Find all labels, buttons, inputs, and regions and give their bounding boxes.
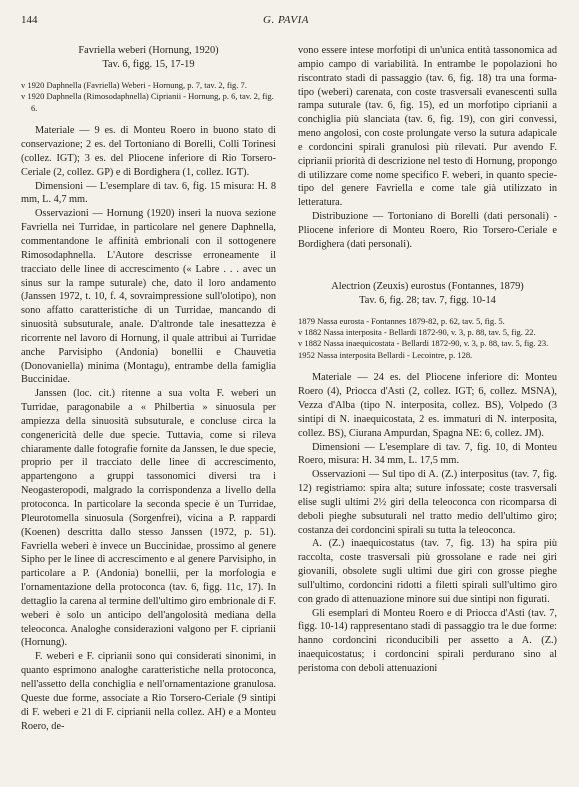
materiale-paragraph: Materiale — 24 es. del Pliocene inferiore di: Monteu Roero (4), Priocca d'Asti (2, collez. IGT; 6, collez. MSNA), Vezza d'Alba (tipo N. interposita, collez. BS), Volpedo (3 sintipi di N. inaequicostata, 2 es. immaturi di N. interposita, collez. BS), Ciurana Ampurdan, Spagna NE: 6, collez. JM). <box>298 372 557 439</box>
running-title: G. PAVIA <box>263 14 310 26</box>
synonymy-list <box>21 80 276 114</box>
right-column <box>298 44 557 676</box>
species-plate-ref: Tav. 6, fig. 28; tav. 7, figg. 10-14 <box>359 294 496 306</box>
synonymy-entry: v 1882 Nassa inaequicostata - Bellardi 1872-90, v. 3, p. 88, tav. 5, fig. 23. <box>298 338 549 349</box>
synonymy-entry: v 1920 Daphnella (Favriella) Weberi - Hornung, p. 7, tav. 2, fig. 7. <box>21 80 247 90</box>
osservazioni-paragraph: Osservazioni — Hornung (1920) inserì la nuova sezione Favriella nei Turridae, in particolare nel genere Daphnella, commentandone le affinità embrionali con il sottogenere Rimosodaphnella. L'Autore descrisse erroneamente il tracciato delle linee di accrescimento (« Labre . . . avec un sinus sur la rampe suturale) che, dato il loro andamento (Janssen 1972, t. 10, f. 4, sovraimpressione sull'olotipo), non sono affatto caratteristiche di un Turridae, mancando di sinuosità subsuturale, anale. D'altronde tale inesattezza è ricorrente nel lavoro di Hornung, il quale attribuì ai Turridae anche Parvisipho (Andonia) bonellii e Chauvetia (Donovaniella) minima (Montagu), entrambe della famiglia Buccinidae. <box>21 208 276 386</box>
left-column <box>21 44 276 733</box>
synonymy-entry: v 1920 Daphnella (Rimosodaphnella) Ciprianii - Hornung, p. 6, tav. 2, fig. 6. <box>21 91 274 113</box>
synonymy-entry: v 1882 Nassa interposita - Bellardi 1872-90, v. 3, p. 88, tav. 5, fig. 22. <box>298 327 536 338</box>
species-title: Favriella weberi (Hornung, 1920) <box>78 45 219 56</box>
dimensioni-paragraph: Dimensioni — L'esemplare di tav. 7, fig. 10, di Monteu Roero, misura: H. 34 mm, L. 17,5 mm. <box>298 441 557 467</box>
synonymy-entry: 1879 Nassa eurosta - Fontannes 1879-82, p. 62, tav. 5, fig. 5. <box>298 315 505 326</box>
dimensioni-paragraph: Dimensioni — L'esemplare di tav. 6, fig. 15 misura: H. 8 mm, L. 4,7 mm. <box>21 180 276 206</box>
distribuzione-paragraph: Distribuzione — Tortoniano di Borelli (dati personali) - Pliocene inferiore di Monteu Roero, Rio Torsero-Ceriale e Bordighera (dati personali). <box>298 211 557 250</box>
species-plate-ref: Tav. 6, figg. 15, 17-19 <box>102 59 195 70</box>
materiale-paragraph: Materiale — 9 es. di Monteu Roero in buono stato di conservazione; 2 es. del Tortoniano di Borelli, Colli Torinesi (collez. IGT); 3 es. del Pliocene inferiore di Rio Torsero-Ceriale (2, collez. GP) e di Bordighera (1, collez. IGT). <box>21 125 276 178</box>
body-paragraph: Gli esemplari di Monteu Roero e di Priocca d'Asti (tav. 7, figg. 10-14) rappresentano stadi di passaggio tra le due forme: hanno cordoncini riconducibili per assetto a A. (Z.) inaequicostatus; i cordoncini spirali perdurano sino al peristoma con deboli attenuazioni <box>298 607 557 674</box>
body-paragraph: Janssen (loc. cit.) ritenne a sua volta F. weberi un Turridae, paragonabile a « Philbertia » sinuosula per ampiezza della sinuosità subsuturale, e concluse circa la congenericità delle due specie. Tuttavia, come si rileva chiaramente dalle fotografie fornite da Janssen, le due specie, proprio per il tracciato delle linee di accrescimento, appartengono a gruppi tassonomici diversi tra i Neogasteropodi, malgrado la corrispondenza a livello della protoconca. In particolare la seconda specie è un Turridae, Pleurotomella sinuosula (Sorgenfrei), vicina a P. rappardi (Koenen) descritta dallo stesso Janssen (1972, p. 51). Favriella weberi è invece un Buccinidae, prossimo al genere Sipho per le linee di accrescimento e al genere Parvisipho, in particolare a P. (Andonia) bonellii, per la morfologia e l'ornamentazione della protoconca (tav. 6, figg. 11c, 17). In dettaglio la carena al termine dell'ultimo giro embrionale di F. weberi è solo un anticipo dell'angolosità mediana della teleoconca. Analoghe considerazioni valgono per F. ciprianii (Hornung). <box>21 388 276 649</box>
body-paragraph-continued: vono essere intese morfotipi di un'unica entità tassonomica ad ampio campo di variabilità. In entrambe le popolazioni ho riscontrato stadi di passaggio (tav. 6, fig. 18) tra una forma-tipo (weberi) carenata, con coste trasversali evanescenti sulla rampa suturale (tav. 6, fig. 15), ed un morfotipo ciprianii a conchiglia più slanciata (tav. 6, fig. 19), con giri convessi, meno angolosi, con coste prolungate verso la sutura adapicale e cordoncini spirali granulosi più rilevati. Pur avendo F. ciprianii priorità di descrizione nel testo di Hornung, propongo di utilizzare come nome specifico F. weberi, in quanto specie-tipo del genere Favriella e come tale già utilizzato in letteratura. <box>298 45 557 209</box>
page-number: 144 <box>21 14 38 26</box>
species-heading-alectrion <box>298 280 557 308</box>
species-title: Alectrion (Zeuxis) eurostus (Fontannes, 1879) <box>331 280 524 292</box>
species-heading-favriella <box>21 44 276 72</box>
synonymy-list <box>298 316 557 362</box>
body-paragraph: F. weberi e F. ciprianii sono qui considerati sinonimi, in quanto esprimono analoghe caratteristiche nella protoconca, nell'assetto della conchiglia e nell'ornamentazione granulosa. Queste due forme, associate a Rio Torsero-Ceriale (9 sintipi di F. weberi e 21 di F. ciprianii nella collez. AH) e a Monteu Roero, de- <box>21 651 276 732</box>
osservazioni-paragraph: Osservazioni — Sul tipo di A. (Z.) interpositus (tav. 7, fig. 12) registriamo: spira alta; suture infossate; coste trasversali elise sugli ultimi 2½ giri della teleoconca con ricomparsa di deboli pieghe subsuturali nel tratto medio dell'ultimo giro; costanza dei cordoncini spirali su tutta la teleoconca. <box>298 469 557 536</box>
body-paragraph: A. (Z.) inaequicostatus (tav. 7, fig. 13) ha spira più raccolta, coste trasversali più grossolane e rade nei giri giovanili, obsolete sugli ultimi due giri con grosse pieghe sull'ultimo, cordoncini ridotti a filetti spirali sull'ultimo giro con grado di attenuazione minore sui due sintipi non figurati. <box>298 538 557 605</box>
synonymy-entry: 1952 Nassa interposita Bellardi - Lecointre, p. 128. <box>298 349 473 360</box>
